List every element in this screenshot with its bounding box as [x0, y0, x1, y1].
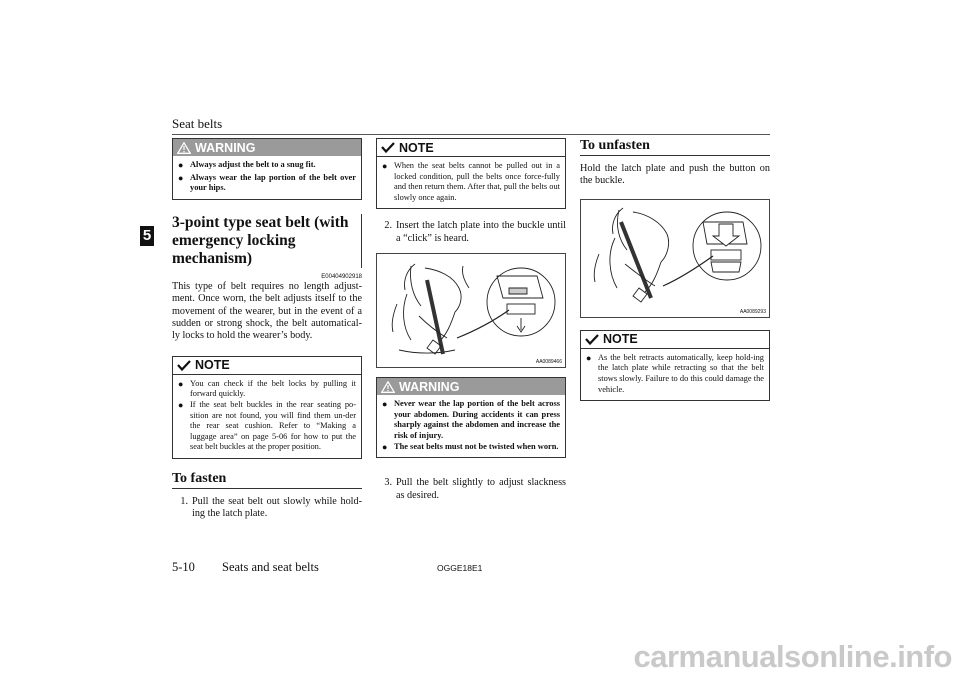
- running-head: Seat belts: [172, 116, 223, 131]
- section-tab: 5: [140, 226, 154, 246]
- chapter-title: Seats and seat belts: [222, 560, 319, 574]
- section-paragraph: This type of belt requires no length adjust-ment. Once worn, the belt adjusts itself to the movement of the wearer, but in the event of a sudden or strong shock, the belt automatical-ly locks to hold the wearer’s body.: [172, 280, 362, 342]
- figure-unfasten: [580, 199, 770, 318]
- warning-triangle-icon: [381, 381, 395, 393]
- column-2: [376, 138, 566, 502]
- seatbelt-release-illustration: [581, 200, 769, 315]
- warning-label: WARNING: [195, 140, 256, 155]
- warning-box: [172, 138, 362, 200]
- column-1: [172, 138, 362, 521]
- column-3: [580, 138, 770, 401]
- warning-item: ● Always wear the lap portion of the belt over your hips.: [178, 172, 356, 193]
- section-heading: [172, 214, 362, 280]
- checkmark-icon: [381, 142, 395, 153]
- note-item: ● If the seat belt buckles in the rear seating po-sition are not found, you will find them un-der the rear seat cushion. Refer to “Making a luggage area” on page 5-06 for how to put the seat belt buckles at the proper position.: [178, 400, 356, 452]
- seatbelt-illustration: [377, 254, 565, 365]
- figure-code: AA0089293: [739, 308, 766, 315]
- note-box: [580, 330, 770, 401]
- warning-label: WARNING: [399, 379, 460, 394]
- unfasten-title: To unfasten: [580, 138, 770, 156]
- warning-header: [377, 378, 565, 395]
- warning-header: [173, 139, 361, 156]
- note-box: [376, 138, 566, 209]
- figure-code: AA0089466: [535, 359, 562, 366]
- note-body: [173, 375, 361, 458]
- warning-item: ● Never wear the lap portion of the belt across your abdomen. During accidents it can press sharply against the abdomen and increase the risk of injury.: [382, 399, 560, 440]
- unfasten-paragraph: Hold the latch plate and push the button on the buckle.: [580, 163, 770, 187]
- note-label: NOTE: [195, 358, 230, 373]
- warning-item: ● The seat belts must not be twisted when worn.: [382, 441, 559, 452]
- section-code: E00404902918: [321, 273, 362, 280]
- warning-body: [173, 156, 361, 199]
- note-body: ● As the belt retracts automatically, keep hold-ing the latch plate while retracting so that the belt stows slowly. Failure to do this could damage the vehicle.: [586, 352, 764, 394]
- warning-box: [376, 377, 566, 458]
- note-header: [173, 357, 361, 375]
- fasten-step-1: 1. Pull the seat belt out slowly while hold-ing the latch plate.: [180, 495, 362, 520]
- warning-item: ● Always adjust the belt to a snug fit.: [178, 160, 316, 170]
- document-code: OGGE18E1: [437, 563, 483, 573]
- step-2: 2. Insert the latch plate into the buckle until a “click” is heard.: [384, 220, 566, 244]
- checkmark-icon: [177, 360, 191, 371]
- section-title: 3-point type seat belt (with emergency locking mechanism): [172, 214, 362, 268]
- note-box: [172, 356, 362, 459]
- note-label: NOTE: [399, 140, 434, 155]
- warning-triangle-icon: [177, 142, 191, 154]
- note-header: [581, 331, 769, 349]
- header-rule: [172, 134, 770, 135]
- note-label: NOTE: [603, 332, 638, 347]
- page-number: 5-10: [172, 560, 195, 574]
- checkmark-icon: [585, 334, 599, 345]
- figure-insert-latch: [376, 253, 566, 368]
- warning-body: [377, 395, 565, 457]
- note-header: [377, 139, 565, 157]
- watermark: carmanualsonline.info: [633, 639, 952, 674]
- note-body: ● When the seat belts cannot be pulled out in a locked condition, pull the belts once force-fully and then return them. After that, pull the belts out slowly once again.: [382, 161, 560, 202]
- fasten-title: To fasten: [172, 471, 362, 489]
- note-item: ● You can check if the belt locks by pulling it forward quickly.: [178, 378, 356, 399]
- step-3: 3. Pull the belt slightly to adjust slackness as desired.: [384, 477, 566, 501]
